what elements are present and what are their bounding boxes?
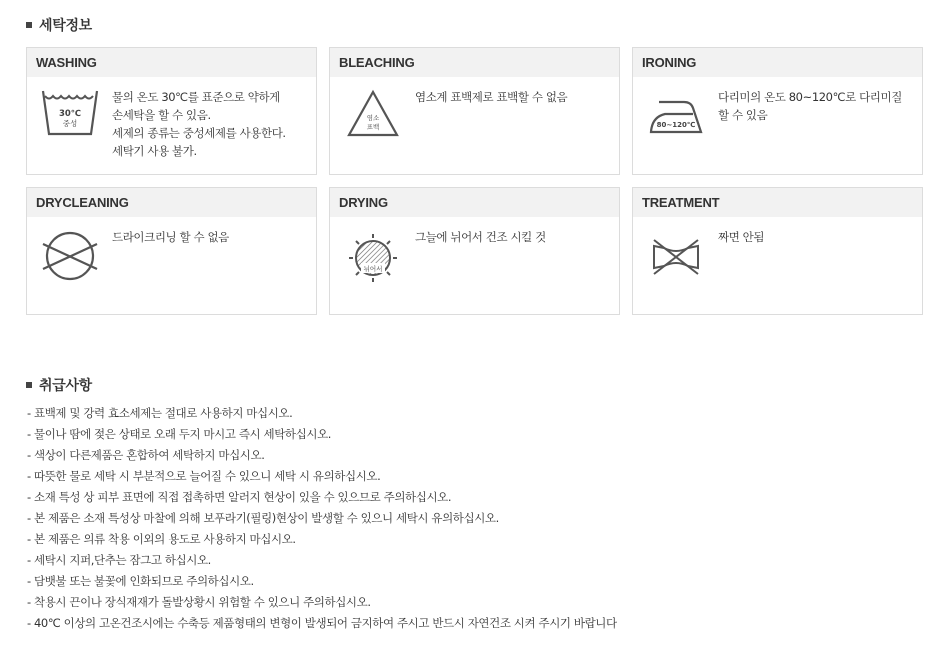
card-line: 물의 온도 30℃를 표준으로 약하게 <box>112 90 280 104</box>
list-item: - 본 제품은 소재 특성상 마찰에 의해 보푸라기(필링)현상이 발생할 수 있으니 세탁시 유의하십시오. <box>27 511 499 525</box>
list-item: - 세탁시 지퍼,단추는 잠그고 하십시오. <box>27 553 211 567</box>
card-line: 다리미의 온도 80~120℃로 다리미질 <box>718 90 902 104</box>
wash-temp-label: 30℃ <box>58 109 82 119</box>
care-section-title <box>26 15 92 35</box>
drying-icon-label: 뉘어서 <box>363 265 383 273</box>
care-card-drying <box>329 187 620 315</box>
bleach-icon-label: 염소 <box>366 114 380 122</box>
no-wring-icon <box>646 226 706 286</box>
care-card-ironing <box>632 47 923 175</box>
no-drycleaning-icon <box>40 226 100 286</box>
card-line: 그늘에 뉘어서 건조 시킬 것 <box>415 230 546 244</box>
card-line: 염소계 표백제로 표백할 수 없음 <box>415 90 568 104</box>
card-title: IRONING <box>633 48 922 77</box>
wash-detergent-label: 중성 <box>62 119 78 128</box>
wash-tub-icon <box>40 86 100 146</box>
care-card-washing <box>26 47 317 175</box>
card-description <box>112 228 312 246</box>
bullet-square-icon <box>26 22 32 28</box>
card-line: 세탁기 사용 불가. <box>112 144 197 158</box>
list-item: - 따뜻한 물로 세탁 시 부분적으로 늘어질 수 있으니 세탁 시 유의하십시오. <box>27 469 381 483</box>
care-card-bleaching <box>329 47 620 175</box>
care-section-title-text: 세탁정보 <box>39 18 92 34</box>
handling-section-title-text: 취급사항 <box>39 378 92 394</box>
card-description <box>718 88 918 124</box>
card-line: 드라이크리닝 할 수 없음 <box>112 230 229 244</box>
bleach-icon-label: 표백 <box>366 123 380 131</box>
list-item: - 착용시 끈이나 장식재재가 돌발상황시 위험할 수 있으니 주의하십시오. <box>27 595 371 609</box>
card-description <box>112 88 312 160</box>
card-line: 손세탁을 할 수 있음. <box>112 108 211 122</box>
iron-temp-label: 80~120℃ <box>656 121 696 129</box>
list-item: - 담뱃불 또는 불꽃에 인화되므로 주의하십시오. <box>27 574 254 588</box>
handling-section-title <box>26 375 92 395</box>
bullet-square-icon <box>26 382 32 388</box>
list-item: - 소재 특성 상 피부 표면에 직접 접촉하면 알러지 현상이 있을 수 있으므로 주의하십시오. <box>27 490 452 504</box>
list-item: - 표백제 및 강력 효소세제는 절대로 사용하지 마십시오. <box>27 406 293 420</box>
list-item: - 40℃ 이상의 고온건조시에는 수축등 제품형태의 변형이 발생되어 금지하여 주시고 반드시 자연건조 시켜 주시기 바랍니다 <box>27 616 617 630</box>
card-title: DRYCLEANING <box>27 188 316 217</box>
card-line: 짜면 안됨 <box>718 230 765 244</box>
care-card-drycleaning <box>26 187 317 315</box>
card-description <box>718 228 918 246</box>
iron-icon <box>646 86 706 146</box>
card-title: DRYING <box>330 188 619 217</box>
card-line: 할 수 있음 <box>718 108 768 122</box>
care-card-treatment <box>632 187 923 315</box>
handling-notes-list <box>27 403 617 634</box>
card-line: 세제의 종류는 중성세제를 사용한다. <box>112 126 286 140</box>
list-item: - 물이나 땀에 젖은 상태로 오래 두지 마시고 즉시 세탁하십시오. <box>27 427 332 441</box>
card-description <box>415 88 615 106</box>
bleach-triangle-icon <box>343 86 403 146</box>
card-title: WASHING <box>27 48 316 77</box>
shade-dry-icon <box>343 226 403 286</box>
card-title: BLEACHING <box>330 48 619 77</box>
card-description <box>415 228 615 246</box>
list-item: - 본 제품은 의류 착용 이외의 용도로 사용하지 마십시오. <box>27 532 296 546</box>
card-title: TREATMENT <box>633 188 922 217</box>
list-item: - 색상이 다른제품은 혼합하여 세탁하지 마십시오. <box>27 448 265 462</box>
